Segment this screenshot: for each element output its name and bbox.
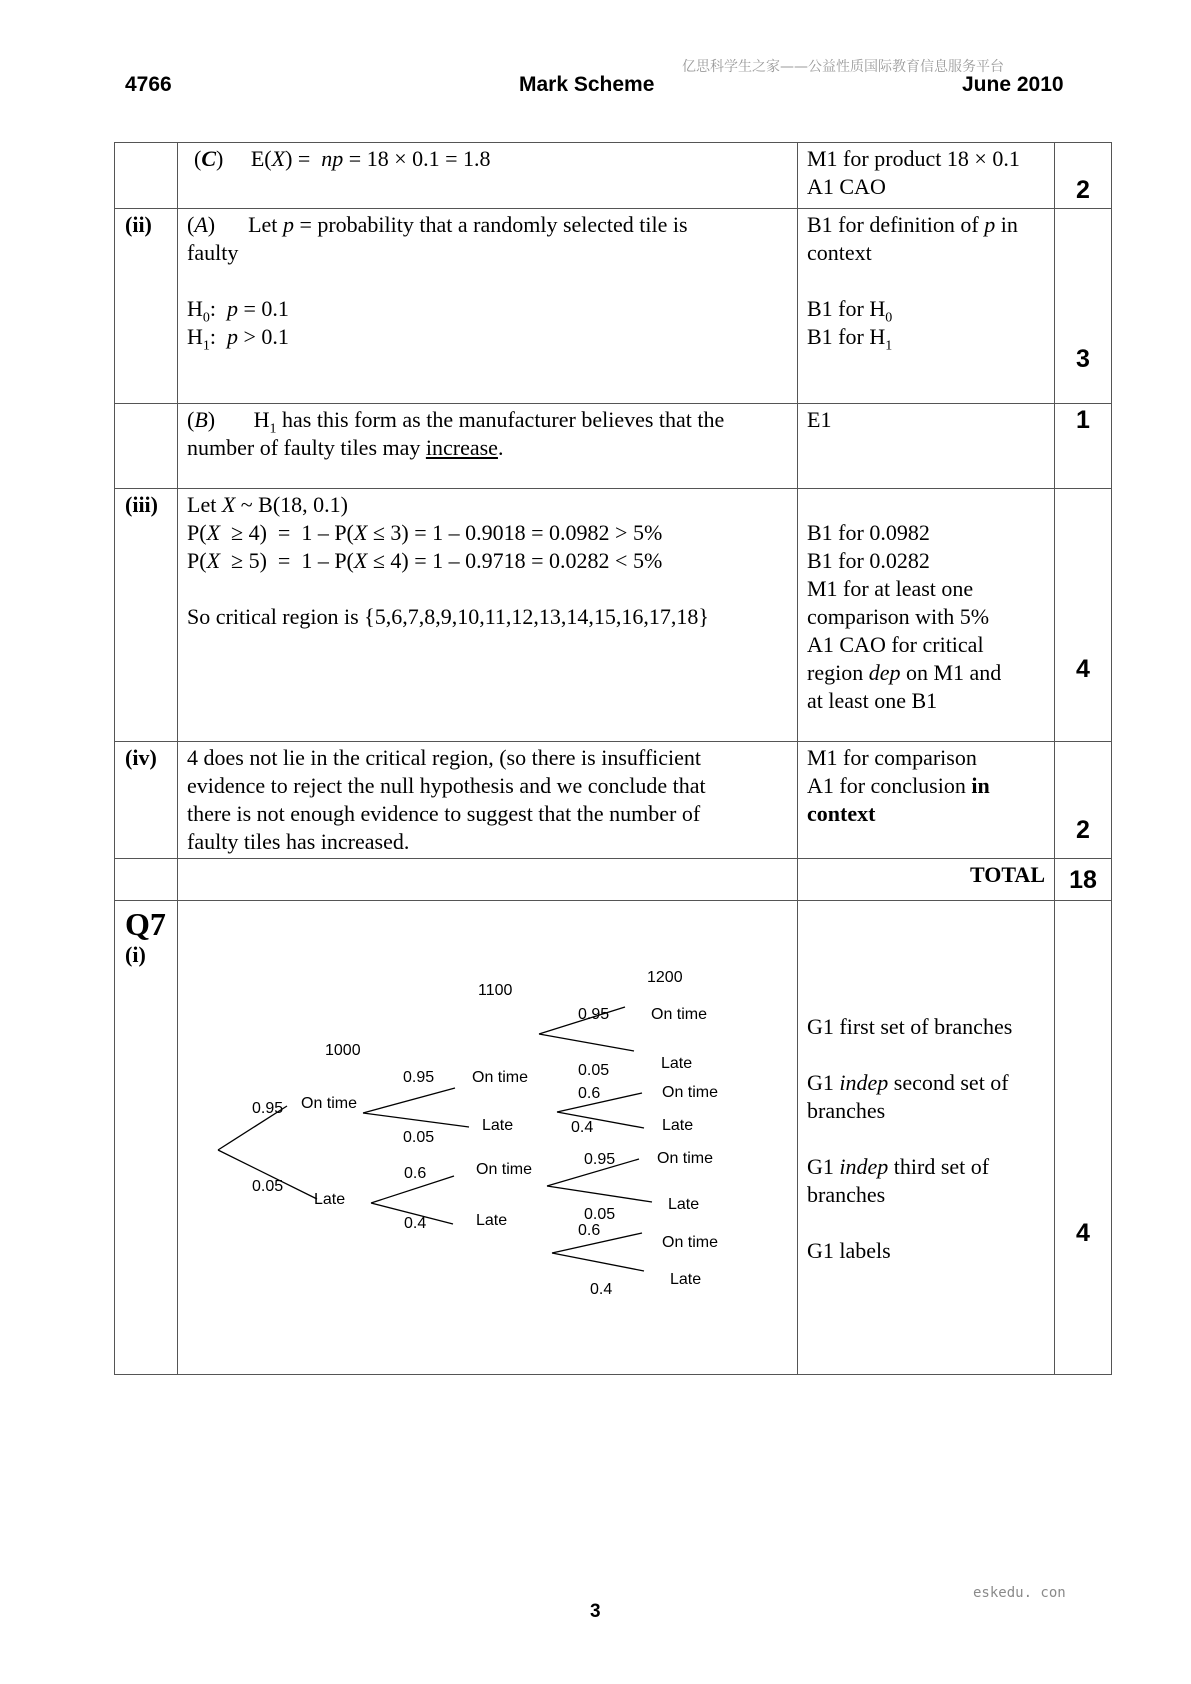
mark-value: 2 (1055, 742, 1112, 859)
part-label: (i) (125, 942, 146, 967)
mark-scheme-table (114, 142, 1112, 1375)
branch-line (552, 1253, 644, 1271)
prob-label: 0.05 (584, 1206, 616, 1223)
outcome-label: Late (482, 1117, 514, 1134)
time-label-1000: 1000 (325, 1042, 361, 1059)
row-iv (115, 742, 1112, 859)
answer-cell (178, 404, 798, 489)
answer-cell (178, 489, 798, 742)
branch-line (547, 1186, 652, 1202)
criteria-line: G1 indep third set of (807, 1154, 990, 1179)
hypothesis-h1: $H_1$: p > 0.1 (187, 324, 289, 354)
mark-value: 3 (1055, 209, 1112, 404)
mark-value: 4 (1055, 901, 1112, 1375)
probability-tree-diagram (178, 901, 798, 1374)
branch-line (539, 1034, 634, 1051)
criteria-line: branches (807, 1182, 886, 1207)
tree-diagram-cell (178, 901, 798, 1375)
part-label: (iii) (115, 489, 178, 742)
answer-cell (178, 209, 798, 404)
prob-label: 0.05 (578, 1062, 610, 1079)
criteria-line: A1 for conclusion in (807, 773, 990, 798)
time-label-1100: 1100 (478, 982, 513, 999)
outcome-label: Late (314, 1191, 346, 1208)
mark-value: 4 (1055, 489, 1112, 742)
criteria-line: B1 for $H_1$ (807, 324, 893, 354)
prob-label: 0.95 (252, 1100, 284, 1117)
total-mark: 18 (1055, 859, 1112, 901)
answer-line: P(X ≥ 5) = 1 – P(X ≤ 4) = 1 – 0.9718 = 0.0282 < 5% (187, 548, 663, 573)
total-label: TOTAL (798, 859, 1055, 901)
footer-site: eskedu. con (973, 1585, 1066, 1601)
prob-label: 0.4 (404, 1215, 427, 1232)
prob-label: 0.05 (403, 1129, 435, 1146)
criteria-line: A1 CAO for critical (807, 632, 984, 657)
header-watermark: 亿思科学生之家——公益性质国际教育信息服务平台 (682, 59, 1004, 75)
prob-label: 0.95 (578, 1006, 610, 1023)
row-q7 (115, 901, 1112, 1375)
criteria-cell (798, 404, 1055, 489)
part-label: (ii) (115, 209, 178, 404)
mark-value: 1 (1055, 404, 1112, 489)
page-title: Mark Scheme (519, 73, 655, 96)
answer-line: there is not enough evidence to suggest that the number of (187, 801, 701, 826)
hypothesis-h0: $H_0$: p = 0.1 (187, 296, 289, 326)
row-c (115, 143, 1112, 209)
outcome-label: On time (662, 1084, 719, 1101)
outcome-label: Late (670, 1271, 702, 1288)
criteria-line: at least one B1 (807, 688, 938, 713)
part-label (115, 143, 178, 209)
criteria-line: branches (807, 1098, 886, 1123)
prob-label: 0.6 (578, 1222, 601, 1239)
criteria-line: M1 for at least one (807, 576, 974, 601)
part-label: (iv) (115, 742, 178, 859)
exam-date: June 2010 (962, 73, 1064, 96)
answer-line: So critical region is {5,6,7,8,9,10,11,12,13,14,15,16,17,18} (187, 604, 709, 629)
criteria-line: comparison with 5% (807, 604, 990, 629)
prob-label: 0.4 (590, 1281, 613, 1298)
criteria-line: M1 for product 18 × 0.1 (807, 146, 1020, 171)
criteria-line: B1 for 0.0982 (807, 520, 930, 545)
criteria-line: region dep on M1 and (807, 660, 1002, 685)
q7-cell (115, 901, 178, 1375)
outcome-label: Late (662, 1117, 694, 1134)
criteria-line: M1 for comparison (807, 745, 977, 770)
time-label-1200: 1200 (647, 969, 683, 986)
row-ii-a (115, 209, 1112, 404)
prob-label: 0.95 (403, 1069, 435, 1086)
prob-label: 0.95 (584, 1151, 616, 1168)
criteria-cell (798, 209, 1055, 404)
answer-cell (178, 143, 798, 209)
prob-label: 0.05 (252, 1178, 284, 1195)
criteria-line: E1 (807, 407, 832, 432)
outcome-label: Late (661, 1055, 693, 1072)
answer-line: faulty tiles has increased. (187, 829, 410, 854)
row-total (115, 859, 1112, 901)
answer-line: Let X ~ B(18, 0.1) (187, 492, 349, 517)
criteria-cell (798, 489, 1055, 742)
prob-label: 0.4 (571, 1119, 594, 1136)
answer-cell (178, 742, 798, 859)
criteria-line: G1 labels (807, 1238, 891, 1263)
criteria-line: context (807, 801, 876, 826)
criteria-line: A1 CAO (807, 174, 886, 199)
question-number: Q7 (125, 906, 166, 942)
criteria-line: B1 for 0.0282 (807, 548, 930, 573)
answer-c: (C) E(X) = np = 18 × 0.1 = 1.8 (194, 146, 491, 171)
criteria-line: B1 for $H_0$ (807, 296, 893, 326)
prob-label: 0.6 (578, 1085, 601, 1102)
outcome-label: Late (668, 1196, 700, 1213)
part-label (115, 404, 178, 489)
page-number: 3 (590, 1601, 601, 1622)
criteria-line: B1 for definition of p in (807, 212, 1018, 237)
outcome-label: On time (651, 1006, 708, 1023)
answer-line: faulty (187, 240, 239, 265)
row-ii-b (115, 404, 1112, 489)
criteria-cell (798, 742, 1055, 859)
outcome-label: On time (301, 1095, 358, 1112)
criteria-line: G1 first set of branches (807, 1014, 1013, 1039)
row-iii (115, 489, 1112, 742)
branch-line (363, 1088, 455, 1113)
answer-line: P(X ≥ 4) = 1 – P(X ≤ 3) = 1 – 0.9018 = 0.0982 > 5% (187, 520, 663, 545)
outcome-label: On time (662, 1234, 719, 1251)
mark-value: 2 (1055, 143, 1112, 209)
paper-code: 4766 (125, 73, 172, 96)
answer-line: number of faulty tiles may increase. (187, 435, 504, 460)
prob-label: 0.6 (404, 1165, 427, 1182)
criteria-cell (798, 901, 1055, 1375)
outcome-label: On time (657, 1150, 714, 1167)
answer-line: evidence to reject the null hypothesis and we conclude that (187, 773, 706, 798)
branch-line (363, 1113, 469, 1127)
answer-line: 4 does not lie in the critical region, (so there is insufficient (187, 745, 702, 770)
criteria-line: context (807, 240, 872, 265)
outcome-label: Late (476, 1212, 508, 1229)
criteria-line: G1 indep second set of (807, 1070, 1009, 1095)
criteria-cell (798, 143, 1055, 209)
answer-line: (A) Let p = probability that a randomly selected tile is (187, 212, 688, 237)
outcome-label: On time (472, 1069, 529, 1086)
outcome-label: On time (476, 1161, 533, 1178)
answer-line: (B) $H_1$ has this form as the manufacturer believes that the (187, 407, 725, 437)
